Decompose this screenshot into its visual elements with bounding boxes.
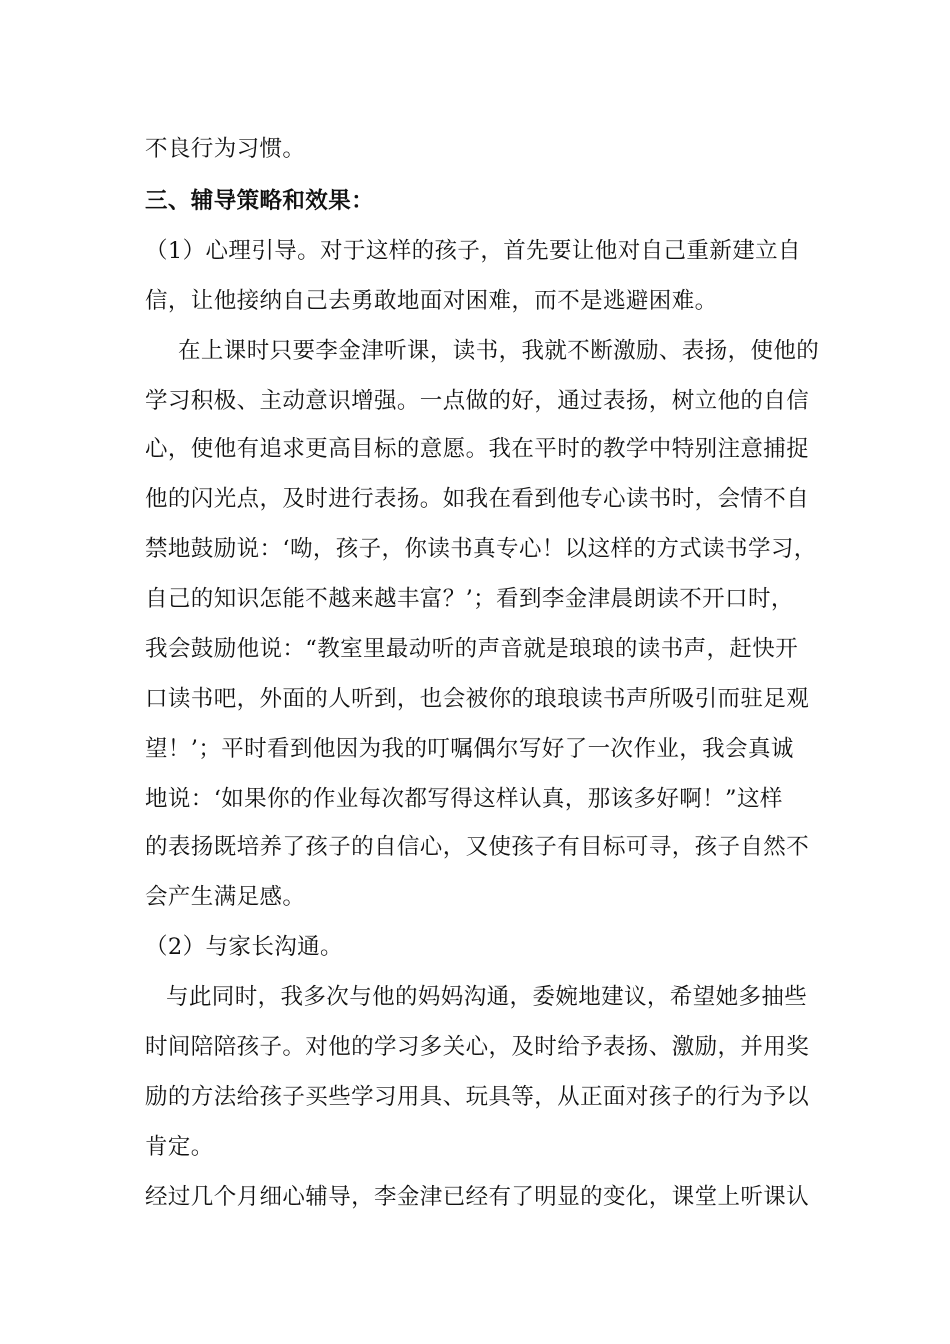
text-line-19: 时间陪陪孩子。对他的学习多关心，及时给予表扬、激励，并用奖 — [145, 1034, 810, 1060]
text-line-20: 励的方法给孩子买些学习用具、玩具等，从正面对孩子的行为予以 — [145, 1084, 810, 1110]
text-line-22: 经过几个月细心辅导，李金津已经有了明显的变化，课堂上听课认 — [145, 1184, 810, 1210]
text-line-9: 禁地鼓励说：‘呦，孩子，你读书真专心！以这样的方式读书学习， — [145, 536, 817, 562]
section-heading: 三、辅导策略和效果： — [145, 188, 375, 214]
text-line-16: 会产生满足感。 — [145, 884, 306, 910]
text-line-3: （1）心理引导。对于这样的孩子，首先要让他对自己重新建立自 — [145, 238, 801, 264]
text-line-17: （2）与家长沟通。 — [145, 934, 343, 960]
text-line-13: 望！’；平时看到他因为我的叮嘱偶尔写好了一次作业，我会真诚 — [145, 736, 794, 762]
text-line-6: 学习积极、主动意识增强。一点做的好，通过表扬，树立他的自信 — [145, 388, 810, 414]
text-line-15: 的表扬既培养了孩子的自信心，又使孩子有目标可寻，孩子自然不 — [145, 834, 810, 860]
text-line-7: 心，使他有追求更高目标的意愿。我在平时的教学中特别注意捕捉 — [145, 436, 810, 462]
text-line-5: 在上课时只要李金津听课，读书，我就不断激励、表扬，使他的 — [178, 338, 820, 364]
text-line-14: 地说：‘如果你的作业每次都写得这样认真，那该多好啊！”这样 — [145, 786, 783, 812]
text-line-4: 信，让他接纳自己去勇敢地面对困难，而不是逃避困难。 — [145, 288, 718, 314]
text-line-12: 口读书吧，外面的人听到，也会被你的琅琅读书声所吸引而驻足观 — [145, 686, 810, 712]
text-line-11: 我会鼓励他说：“教室里最动听的声音就是琅琅的读书声，赶快开 — [145, 636, 799, 662]
text-line-8: 他的闪光点，及时进行表扬。如我在看到他专心读书时，会情不自 — [145, 486, 810, 512]
text-line-1: 不良行为习惯。 — [145, 136, 306, 162]
text-line-18: 与此同时，我多次与他的妈妈沟通，委婉地建议，希望她多抽些 — [166, 984, 808, 1010]
text-line-10: 自己的知识怎能不越来越丰富？’；看到李金津晨朗读不开口时， — [145, 586, 794, 612]
text-line-21: 肯定。 — [145, 1134, 214, 1160]
